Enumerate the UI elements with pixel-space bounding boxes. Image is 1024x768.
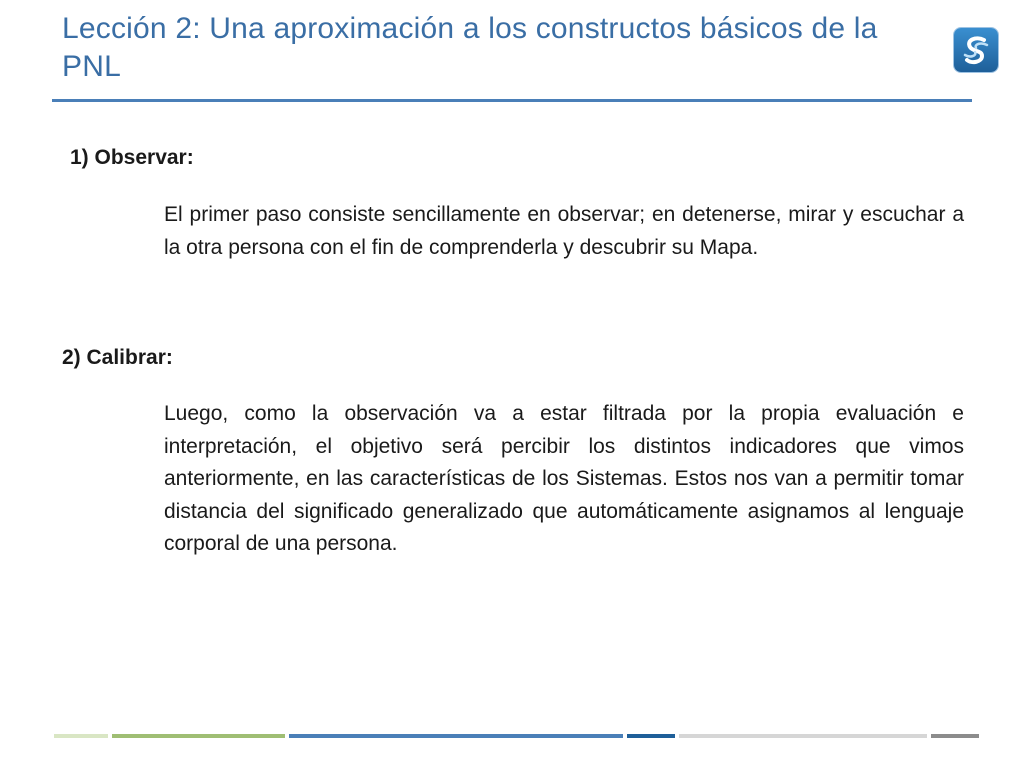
footer-stripe-segment — [289, 734, 623, 738]
footer-stripe-segment — [679, 734, 927, 738]
section-body-calibrar: Luego, como la observación va a estar filtrada por la propia evaluación e interpretación, el objetivo será percibir los distintos indicadores que vimos anteriormente, en las características de los Sistemas. Estos nos van a permitir tomar distancia del significado generalizado que automáticamente asignamos al lenguaje corporal de una persona. — [164, 402, 964, 555]
footer-stripe-segment — [54, 734, 108, 738]
slide-title: Lección 2: Una aproximación a los constructos básicos de la PNL — [62, 12, 878, 83]
company-logo-icon — [954, 28, 998, 72]
footer-stripe-segment — [112, 734, 285, 738]
section-body-observar: El primer paso consiste sencillamente en observar; en detenerse, mirar y escuchar a la otra persona con el fin de comprenderla y descubrir su Mapa. — [164, 203, 964, 259]
title-divider — [52, 99, 972, 102]
section-heading-calibrar: 2) Calibrar: — [62, 346, 173, 369]
section-heading-observar: 1) Observar: — [70, 146, 194, 169]
footer-stripe-segment — [931, 734, 979, 738]
footer-stripe-segment — [627, 734, 675, 738]
